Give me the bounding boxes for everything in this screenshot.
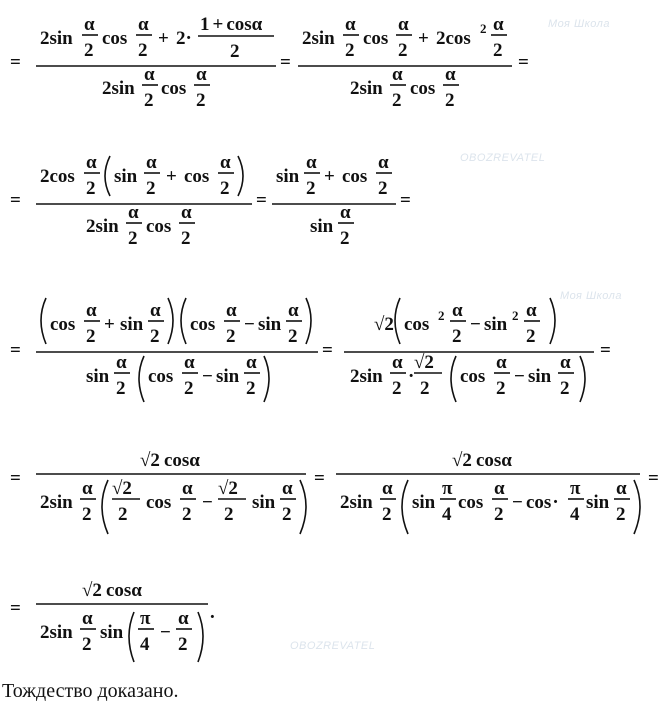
svg-text:4: 4 bbox=[140, 634, 150, 655]
watermark: OBOZREVATEL bbox=[290, 640, 376, 652]
svg-text:2: 2 bbox=[116, 378, 126, 399]
svg-text:2: 2 bbox=[220, 178, 230, 199]
svg-text:cos: cos bbox=[410, 78, 436, 99]
svg-text:α: α bbox=[246, 352, 257, 373]
svg-text:sin: sin bbox=[120, 314, 144, 335]
svg-text:√2: √2 bbox=[374, 314, 394, 335]
svg-text:√2: √2 bbox=[218, 478, 238, 499]
svg-text:√2cosα: √2 cosα bbox=[140, 450, 200, 471]
svg-text:sin: sin bbox=[100, 622, 124, 643]
svg-text:2: 2 bbox=[150, 326, 160, 347]
svg-text:2sin: 2sin bbox=[350, 366, 383, 387]
svg-text:α: α bbox=[220, 152, 231, 173]
svg-text:α: α bbox=[178, 608, 189, 629]
svg-text:α: α bbox=[146, 152, 157, 173]
svg-text:4: 4 bbox=[570, 504, 580, 525]
svg-text:cos: cos bbox=[146, 216, 172, 237]
svg-text:cos: cos bbox=[458, 492, 484, 513]
svg-text:2: 2 bbox=[246, 378, 256, 399]
watermark: OBOZREVATEL bbox=[460, 152, 546, 164]
svg-text:sin: sin bbox=[216, 366, 240, 387]
svg-text:α: α bbox=[493, 14, 504, 35]
svg-text:2: 2 bbox=[182, 504, 192, 525]
svg-text:.: . bbox=[210, 602, 215, 623]
svg-text:cos: cos bbox=[404, 314, 430, 335]
svg-text:+: + bbox=[324, 166, 335, 187]
svg-text:α: α bbox=[82, 478, 93, 499]
svg-text:sin: sin bbox=[86, 366, 110, 387]
svg-text:2: 2 bbox=[178, 634, 188, 655]
svg-text:α: α bbox=[616, 478, 627, 499]
svg-text:π: π bbox=[442, 478, 453, 499]
svg-text:2: 2 bbox=[196, 90, 206, 111]
svg-text:cos·: cos· bbox=[526, 492, 559, 513]
svg-text:2: 2 bbox=[306, 178, 316, 199]
svg-text:=: = bbox=[10, 598, 21, 619]
svg-text:cos: cos bbox=[161, 78, 187, 99]
svg-text:α: α bbox=[392, 352, 403, 373]
svg-text:2: 2 bbox=[494, 504, 504, 525]
svg-text:sin: sin bbox=[586, 492, 610, 513]
svg-text:+: + bbox=[418, 28, 429, 49]
svg-text:2: 2 bbox=[445, 90, 455, 111]
svg-text:sin: sin bbox=[276, 166, 300, 187]
svg-text:=: = bbox=[400, 190, 411, 211]
svg-text:2: 2 bbox=[616, 504, 626, 525]
svg-text:2sin: 2sin bbox=[350, 78, 383, 99]
svg-text:α: α bbox=[82, 608, 93, 629]
svg-text:=: = bbox=[314, 468, 325, 489]
svg-text:2: 2 bbox=[345, 40, 355, 61]
svg-text:−: − bbox=[202, 492, 213, 513]
svg-text:2cos: 2cos bbox=[436, 28, 471, 49]
svg-text:2: 2 bbox=[224, 504, 234, 525]
svg-text:α: α bbox=[494, 478, 505, 499]
svg-text:2: 2 bbox=[86, 178, 96, 199]
svg-text:cos: cos bbox=[184, 166, 210, 187]
svg-text:2sin: 2sin bbox=[302, 28, 335, 49]
svg-text:2sin: 2sin bbox=[102, 78, 135, 99]
svg-text:α: α bbox=[398, 14, 409, 35]
svg-text:α: α bbox=[382, 478, 393, 499]
svg-text:+: + bbox=[166, 166, 177, 187]
svg-text:cos: cos bbox=[460, 366, 486, 387]
svg-text:α: α bbox=[86, 152, 97, 173]
svg-text:·: · bbox=[408, 366, 415, 387]
svg-text:α: α bbox=[84, 14, 95, 35]
equation-line-3 bbox=[0, 292, 669, 420]
svg-text:2: 2 bbox=[480, 21, 487, 36]
svg-text:=: = bbox=[648, 468, 659, 489]
svg-text:−: − bbox=[160, 622, 171, 643]
svg-text:2: 2 bbox=[340, 228, 350, 249]
svg-text:2: 2 bbox=[82, 504, 92, 525]
svg-text:−: − bbox=[244, 314, 255, 335]
svg-text:−: − bbox=[514, 366, 525, 387]
svg-text:α: α bbox=[144, 64, 155, 85]
svg-text:=: = bbox=[10, 468, 21, 489]
svg-text:2: 2 bbox=[82, 634, 92, 655]
svg-text:2: 2 bbox=[181, 228, 191, 249]
watermark: Моя Школа bbox=[548, 18, 610, 30]
svg-text:2: 2 bbox=[560, 378, 570, 399]
svg-text:α: α bbox=[196, 64, 207, 85]
svg-text:sin: sin bbox=[252, 492, 276, 513]
svg-text:2: 2 bbox=[146, 178, 156, 199]
svg-text:α: α bbox=[184, 352, 195, 373]
svg-text:cos: cos bbox=[363, 28, 389, 49]
svg-text:2: 2 bbox=[420, 378, 430, 399]
svg-text:α: α bbox=[181, 202, 192, 223]
svg-text:2: 2 bbox=[128, 228, 138, 249]
svg-text:2: 2 bbox=[288, 326, 298, 347]
svg-text:α: α bbox=[378, 152, 389, 173]
svg-text:2cos: 2cos bbox=[40, 166, 75, 187]
svg-text:sin: sin bbox=[484, 314, 508, 335]
svg-text:α: α bbox=[452, 300, 463, 321]
svg-text:α: α bbox=[306, 152, 317, 173]
svg-text:sin: sin bbox=[528, 366, 552, 387]
svg-text:α: α bbox=[288, 300, 299, 321]
svg-text:cos: cos bbox=[342, 166, 368, 187]
svg-text:α: α bbox=[128, 202, 139, 223]
svg-text:cos: cos bbox=[102, 28, 128, 49]
svg-text:2sin: 2sin bbox=[340, 492, 373, 513]
svg-text:2sin: 2sin bbox=[40, 28, 73, 49]
svg-text:=: = bbox=[518, 52, 529, 73]
svg-text:2: 2 bbox=[184, 378, 194, 399]
svg-text:2: 2 bbox=[226, 326, 236, 347]
svg-text:α: α bbox=[496, 352, 507, 373]
svg-text:2sin: 2sin bbox=[40, 492, 73, 513]
svg-text:cos: cos bbox=[190, 314, 216, 335]
svg-text:cos: cos bbox=[148, 366, 174, 387]
svg-text:α: α bbox=[445, 64, 456, 85]
svg-text:cos: cos bbox=[50, 314, 76, 335]
svg-text:2: 2 bbox=[512, 308, 519, 323]
svg-text:4: 4 bbox=[442, 504, 452, 525]
equation-line-2 bbox=[0, 150, 669, 260]
svg-text:2: 2 bbox=[86, 326, 96, 347]
svg-text:2: 2 bbox=[496, 378, 506, 399]
svg-text:α: α bbox=[392, 64, 403, 85]
svg-text:2: 2 bbox=[118, 504, 128, 525]
svg-text:π: π bbox=[570, 478, 581, 499]
svg-text:α: α bbox=[560, 352, 571, 373]
svg-text:sin: sin bbox=[412, 492, 436, 513]
svg-text:2: 2 bbox=[398, 40, 408, 61]
svg-text:2: 2 bbox=[138, 40, 148, 61]
svg-text:α: α bbox=[340, 202, 351, 223]
svg-text:2: 2 bbox=[438, 308, 445, 323]
conclusion-text: Тождество доказано. bbox=[2, 680, 179, 702]
svg-text:α: α bbox=[282, 478, 293, 499]
svg-text:√2: √2 bbox=[112, 478, 132, 499]
svg-text:2: 2 bbox=[493, 40, 503, 61]
svg-text:α: α bbox=[226, 300, 237, 321]
svg-text:cos: cos bbox=[146, 492, 172, 513]
svg-text:+: + bbox=[158, 28, 169, 49]
watermark: Моя Школа bbox=[560, 290, 622, 302]
svg-text:=: = bbox=[10, 52, 21, 73]
svg-text:2: 2 bbox=[282, 504, 292, 525]
svg-text:α: α bbox=[116, 352, 127, 373]
svg-text:2: 2 bbox=[378, 178, 388, 199]
equation-line-1 bbox=[0, 6, 669, 118]
svg-text:−: − bbox=[470, 314, 481, 335]
svg-text:2·: 2· bbox=[176, 28, 192, 49]
svg-text:2sin: 2sin bbox=[86, 216, 119, 237]
svg-text:sin: sin bbox=[310, 216, 334, 237]
svg-text:sin: sin bbox=[258, 314, 282, 335]
svg-text:α: α bbox=[345, 14, 356, 35]
svg-text:1+cosα: 1 + cosα bbox=[200, 14, 263, 35]
svg-text:α: α bbox=[138, 14, 149, 35]
equation-line-4 bbox=[0, 444, 669, 554]
svg-text:=: = bbox=[280, 52, 291, 73]
svg-text:sin: sin bbox=[114, 166, 138, 187]
svg-text:+: + bbox=[104, 314, 115, 335]
svg-text:2: 2 bbox=[84, 40, 94, 61]
svg-text:−: − bbox=[512, 492, 523, 513]
svg-text:2: 2 bbox=[526, 326, 536, 347]
svg-text:2sin: 2sin bbox=[40, 622, 73, 643]
svg-text:2: 2 bbox=[452, 326, 462, 347]
svg-text:2: 2 bbox=[230, 41, 240, 62]
svg-text:√2cosα: √2 cosα bbox=[452, 450, 512, 471]
svg-text:2: 2 bbox=[392, 378, 402, 399]
svg-text:π: π bbox=[140, 608, 151, 629]
svg-text:√2cosα: √2 cosα bbox=[82, 580, 142, 601]
svg-text:=: = bbox=[322, 340, 333, 361]
svg-text:α: α bbox=[526, 300, 537, 321]
svg-text:α: α bbox=[182, 478, 193, 499]
svg-text:√2: √2 bbox=[414, 352, 434, 373]
svg-text:2: 2 bbox=[382, 504, 392, 525]
svg-text:2: 2 bbox=[392, 90, 402, 111]
svg-text:=: = bbox=[256, 190, 267, 211]
equation-line-5 bbox=[0, 574, 669, 674]
svg-text:=: = bbox=[10, 190, 21, 211]
svg-text:α: α bbox=[86, 300, 97, 321]
svg-text:=: = bbox=[10, 340, 21, 361]
svg-text:−: − bbox=[202, 366, 213, 387]
svg-text:=: = bbox=[600, 340, 611, 361]
svg-text:α: α bbox=[150, 300, 161, 321]
svg-text:2: 2 bbox=[144, 90, 154, 111]
